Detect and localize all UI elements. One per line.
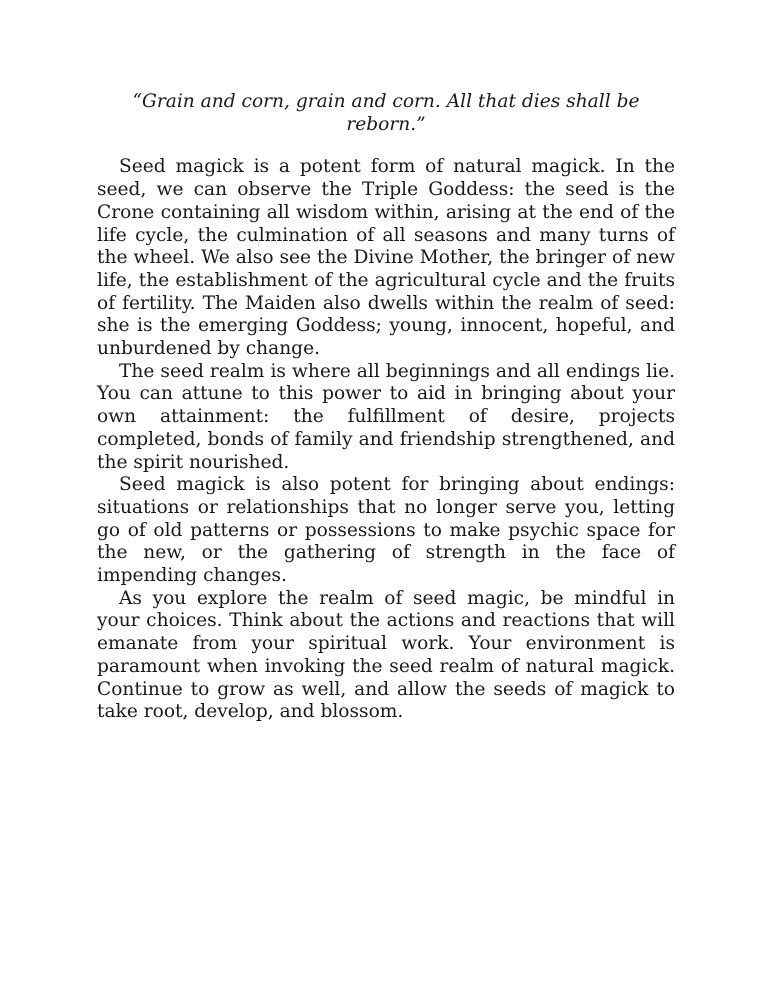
paragraph-endings: Seed magick is also potent for bringing about endings: situations or relationships that no longer serve you, letting go of old patterns or possessions to make psychic space for the new, or the gathering of strength in the face of impending changes. — [97, 474, 675, 587]
paragraph-explore: As you explore the realm of seed magic, be mindful in your choices. Think about the actions and reactions that will emanate from your spiritual work. Your environment is paramount when invoking the seed realm of natural magick. Continue to grow as well, and allow the seeds of magick to take root, develop, and blossom. — [97, 587, 675, 723]
paragraph-seed-magick: Seed magick is a potent form of natural magick. In the seed, we can observe the Triple Goddess: the seed is the Crone containing all wisdom within, arising at the end of the life cycle, the culmination of all seasons and many turns of the wheel. We also see the Divine Mother, the bringer of new life, the establishment of the agricultural cycle and the fruits of fertility. The Maiden also dwells within the realm of seed: she is the emerging Goddess; young, innocent, hopeful, and unburdened by change. — [97, 156, 675, 360]
paragraph-seed-realm: The seed realm is where all beginnings and all endings lie. You can attune to this power to aid in bringing about your own attainment: the fulfillment of desire, projects completed, bonds of family and friendship strengthened, and the spirit nourished. — [97, 360, 675, 473]
page-body — [97, 91, 675, 724]
epigraph-quote: “Grain and corn, grain and corn. All that dies shall be reborn.” — [132, 91, 640, 135]
